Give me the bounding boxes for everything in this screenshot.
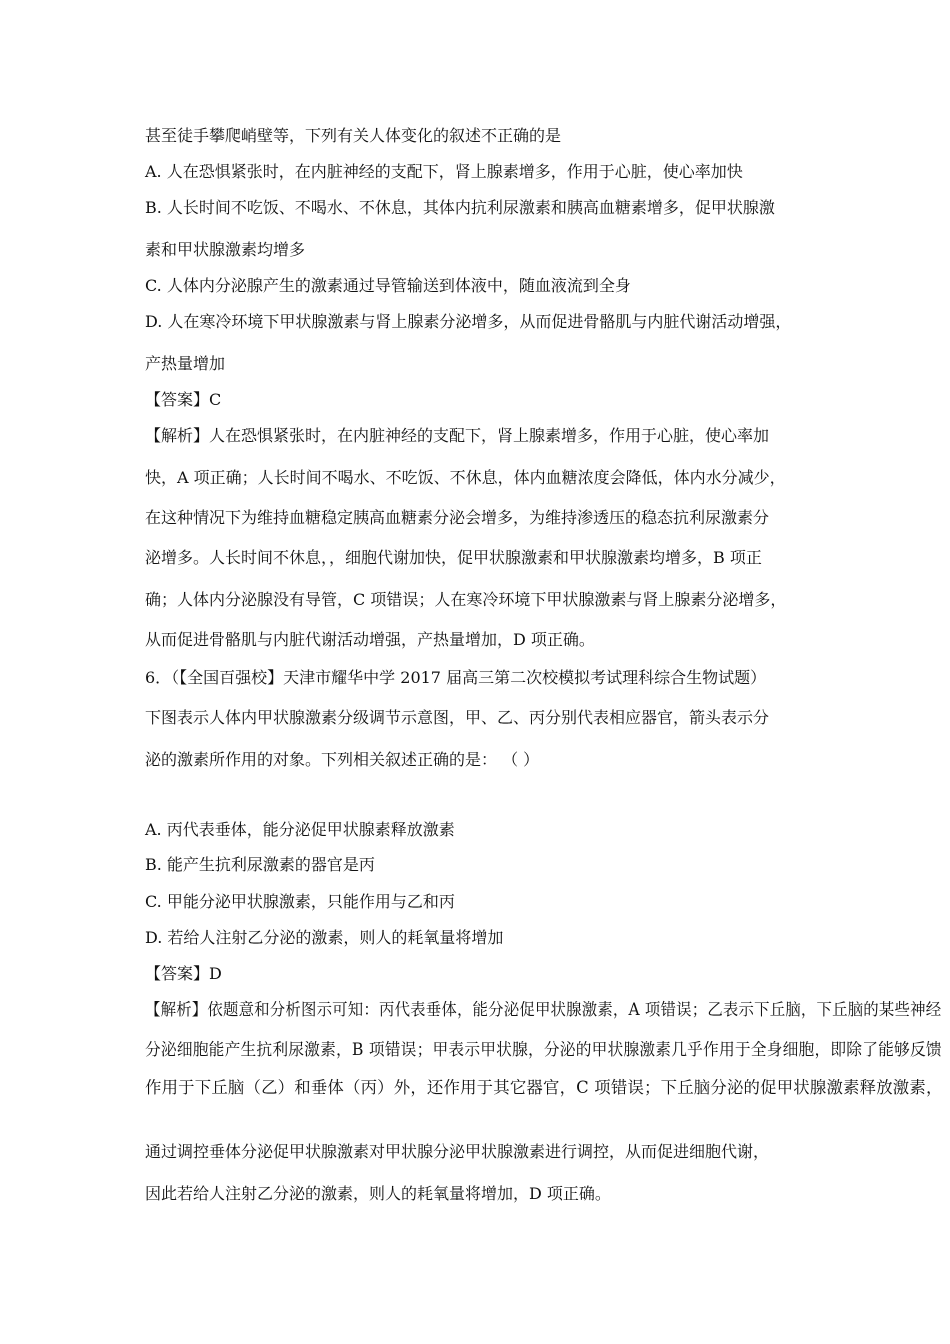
q6-stem-line: 泌的激素所作用的对象。下列相关叙述正确的是： （ ）: [145, 750, 540, 769]
q5-option-d: D. 人在寒冷环境下甲状腺激素与肾上腺素分泌增多，从而促进骨骼肌与内脏代谢活动增强，: [145, 312, 792, 331]
q5-option-d-cont: 产热量增加: [145, 354, 226, 373]
q6-analysis-line: 通过调控垂体分泌促甲状腺激素对甲状腺分泌甲状腺激素进行调控，从而促进细胞代谢，: [145, 1142, 770, 1161]
q5-analysis-line: 确；人体内分泌腺没有导管，C 项错误；人在寒冷环境下甲状腺激素与肾上腺素分泌增多，: [145, 590, 787, 609]
q6-option-d: D. 若给人注射乙分泌的激素，则人的耗氧量将增加: [145, 928, 504, 947]
q6-option-a: A. 丙代表垂体，能分泌促甲状腺素释放激素: [145, 820, 455, 839]
q5-option-b: B. 人长时间不吃饭、不喝水、不休息，其体内抗利尿激素和胰高血糖素增多，促甲状腺激: [145, 198, 775, 217]
q5-option-a: A. 人在恐惧紧张时，在内脏神经的支配下，肾上腺素增多，作用于心脏，使心率加快: [145, 162, 743, 181]
q6-option-b: B. 能产生抗利尿激素的器官是丙: [145, 855, 375, 874]
q5-analysis-line: 泌增多。人长时间不休息，，细胞代谢加快，促甲状腺激素和甲状腺激素均增多，B 项正: [145, 548, 762, 567]
q6-option-c: C. 甲能分泌甲状腺激素，只能作用与乙和丙: [145, 892, 455, 911]
q5-analysis-line: 在这种情况下为维持血糖稳定胰高血糖素分泌会增多，为维持渗透压的稳态抗利尿激素分: [145, 508, 770, 527]
q6-analysis-line: 【解析】依题意和分析图示可知：丙代表垂体，能分泌促甲状腺激素，A 项错误；乙表示下丘脑，下丘脑的某些神经: [145, 1000, 942, 1019]
q6-header: 6．（【全国百强校】天津市耀华中学 2017 届高三第二次校模拟考试理科综合生物试题）: [145, 668, 767, 687]
q6-analysis-line: 分泌细胞能产生抗利尿激素，B 项错误；甲表示甲状腺，分泌的甲状腺激素几乎作用于全身细胞，即除了能够反馈: [145, 1040, 942, 1059]
q6-answer: 【答案】D: [145, 964, 222, 983]
q6-stem-line: 下图表示人体内甲状腺激素分级调节示意图，甲、乙、丙分别代表相应器官，箭头表示分: [145, 708, 770, 727]
q5-option-c: C. 人体内分泌腺产生的激素通过导管输送到体液中，随血液流到全身: [145, 276, 631, 295]
q6-analysis-line: 作用于下丘脑（乙）和垂体（丙）外，还作用于其它器官，C 项错误；下丘脑分泌的促甲状腺激素释放激素，: [145, 1078, 943, 1097]
q5-analysis-line: 【解析】人在恐惧紧张时，在内脏神经的支配下，肾上腺素增多，作用于心脏，使心率加: [145, 426, 770, 445]
q5-stem-tail: 甚至徒手攀爬峭壁等，下列有关人体变化的叙述不正确的是: [145, 126, 562, 145]
q5-option-b-cont: 素和甲状腺激素均增多: [145, 240, 306, 259]
q5-analysis-line: 从而促进骨骼肌与内脏代谢活动增强，产热量增加，D 项正确。: [145, 630, 595, 649]
q5-answer: 【答案】C: [145, 390, 222, 409]
q5-analysis-line: 快，A 项正确；人长时间不喝水、不吃饭、不休息，体内血糖浓度会降低，体内水分减少，: [145, 468, 786, 487]
q6-analysis-line: 因此若给人注射乙分泌的激素，则人的耗氧量将增加，D 项正确。: [145, 1184, 611, 1203]
